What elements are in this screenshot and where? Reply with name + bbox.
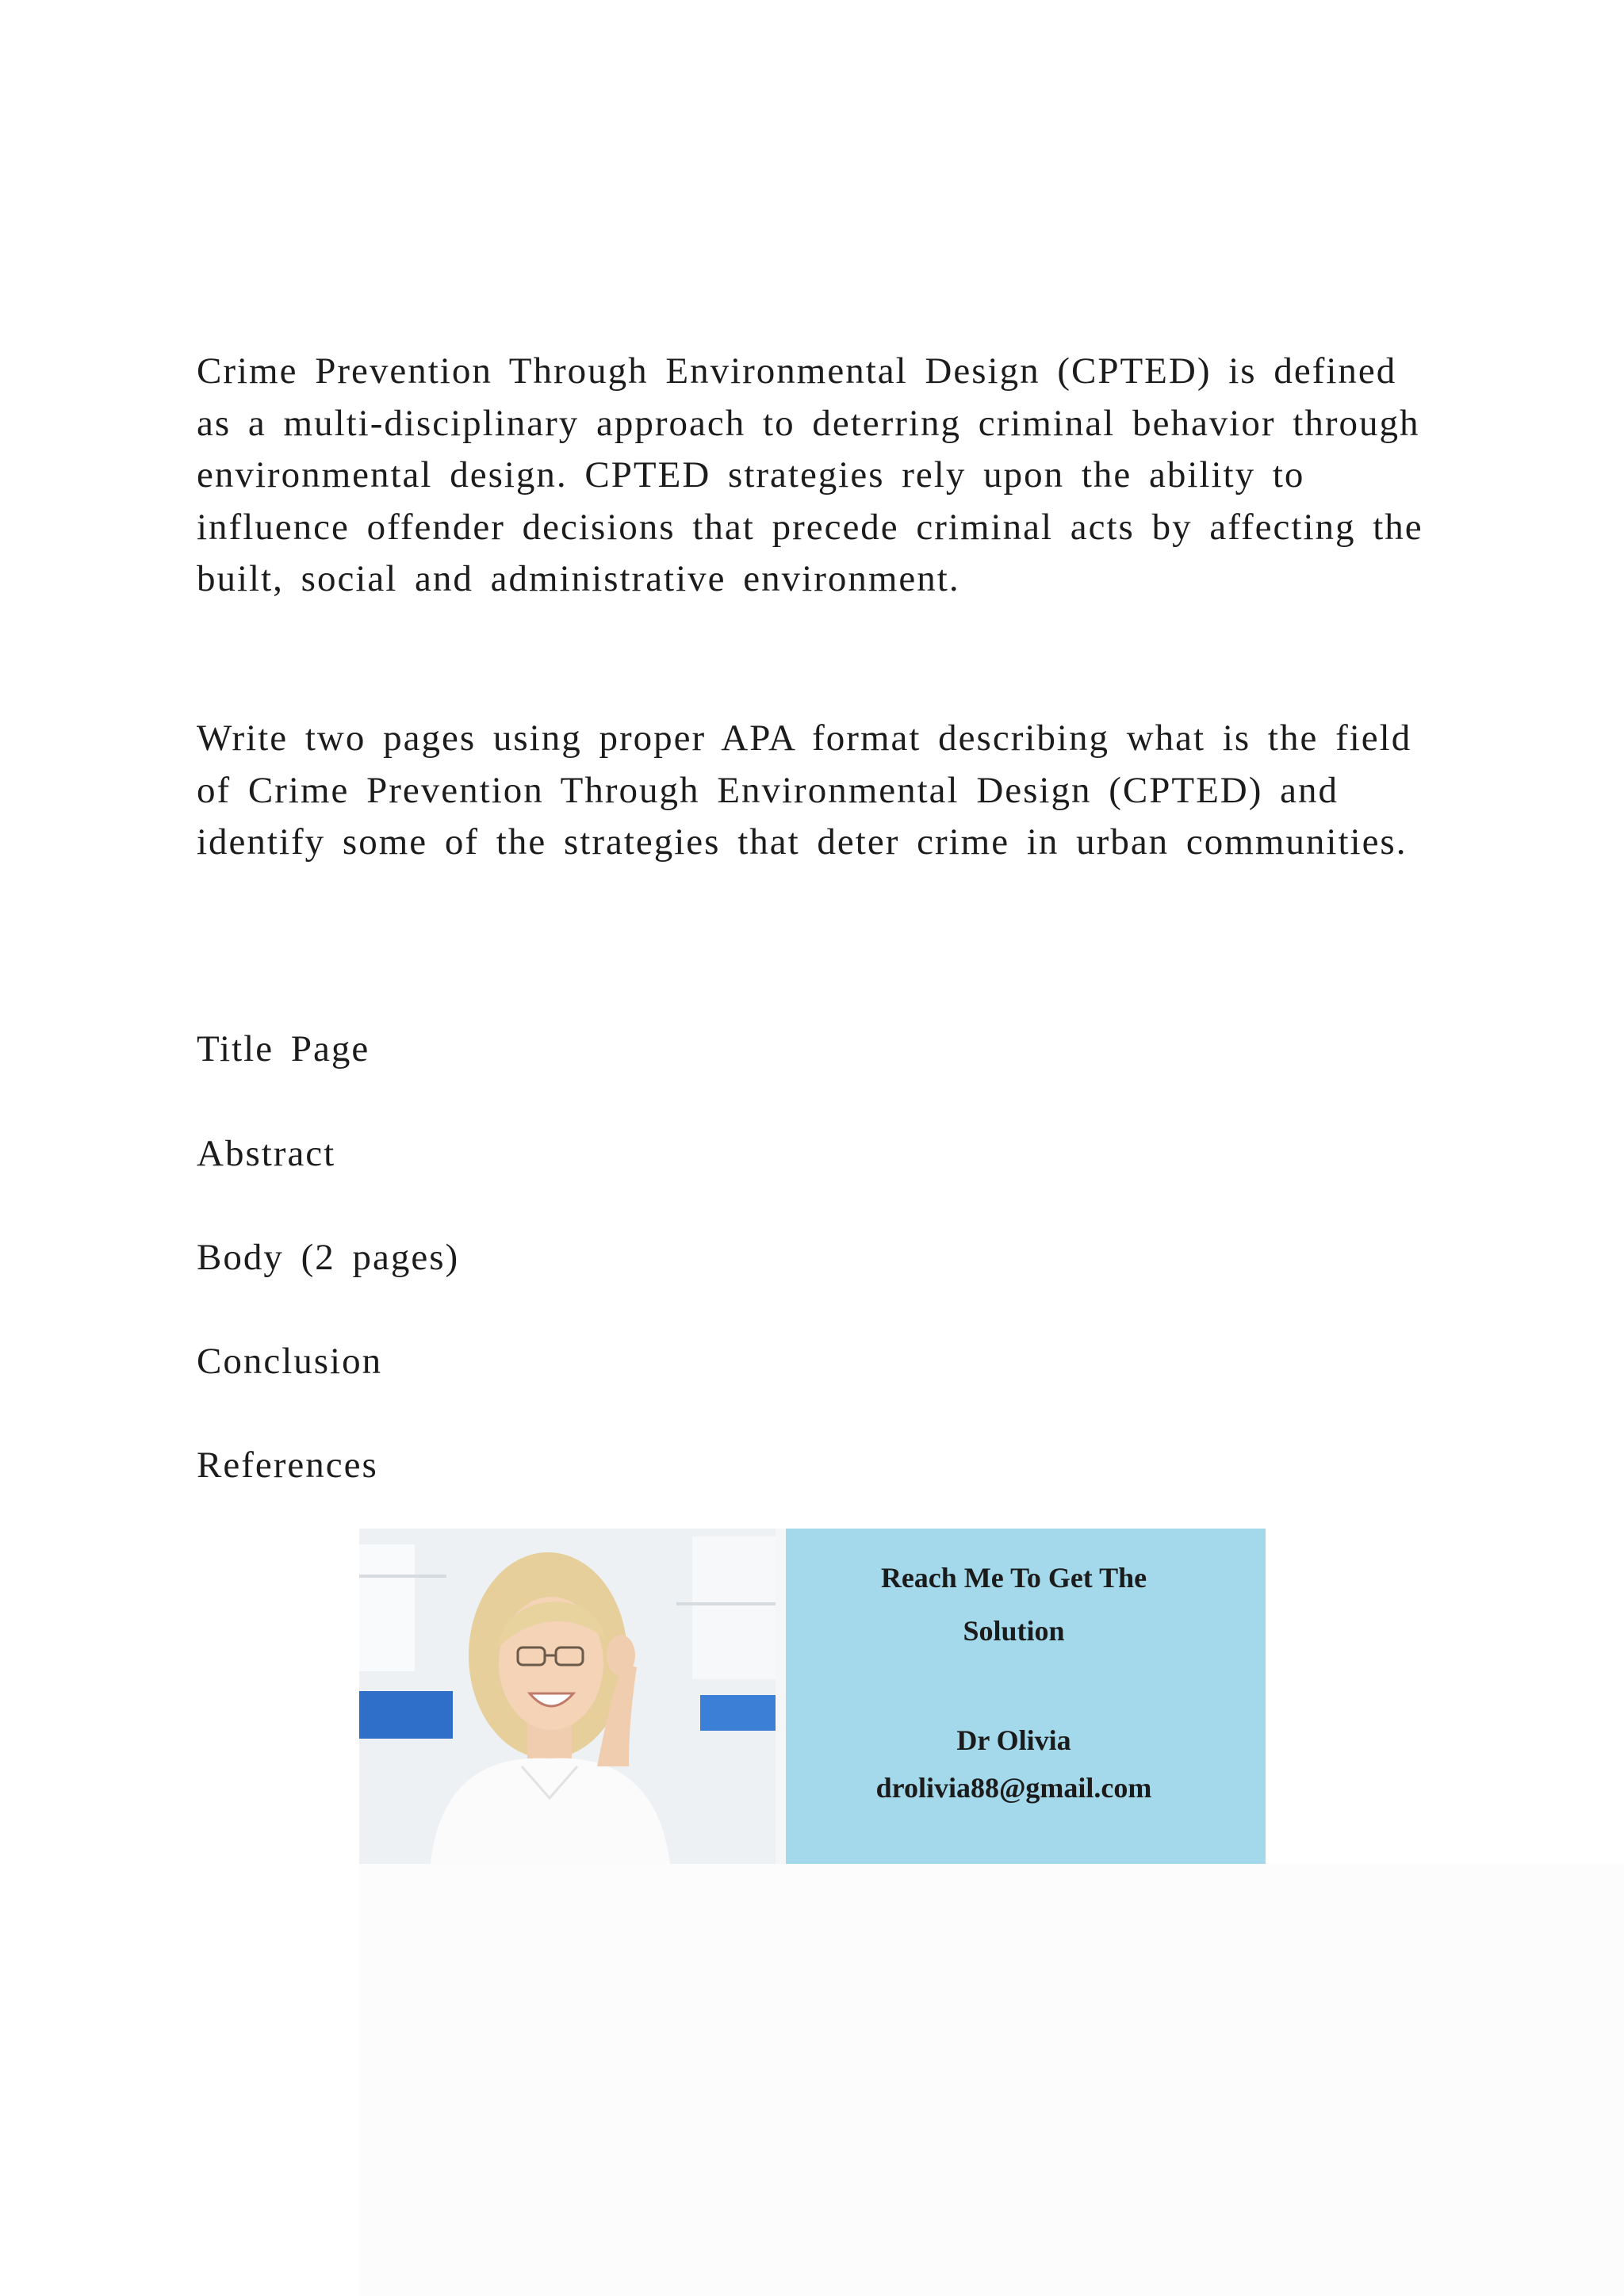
smiling-woman-photo <box>359 1529 786 1864</box>
contact-name: Dr Olivia <box>956 1724 1071 1756</box>
outline-item-abstract: Abstract <box>197 1133 336 1174</box>
contact-email[interactable]: drolivia88@gmail.com <box>875 1772 1152 1804</box>
woman-portrait-icon <box>359 1529 786 1864</box>
outline-item-title-page: Title Page <box>197 1028 370 1070</box>
faint-background-block <box>359 1864 1624 2296</box>
paragraph-assignment-instructions: Write two pages using proper APA format describing what is the field of Crime Prevention Through Environmental Design (CPTED) and identify some of the strategies that deter crime in urban communities. <box>197 718 1412 863</box>
outline-item-body: Body (2 pages) <box>197 1237 460 1278</box>
contact-banner <box>359 1529 1266 1864</box>
banner-headline-solution: Solution <box>963 1615 1065 1647</box>
outline-item-references: References <box>197 1445 378 1486</box>
outline-item-conclusion: Conclusion <box>197 1341 383 1382</box>
contact-info-panel <box>786 1529 1266 1864</box>
banner-headline: Reach Me To Get The <box>880 1562 1147 1594</box>
paragraph-cpted-definition: Crime Prevention Through Environmental Design (CPTED) is defined as a multi-disciplinary approach to deterring criminal behavior through environmental design. CPTED strategies rely upon the ability to influence offender decisions that precede criminal acts by affecting the built, social and administrative environment. <box>197 350 1423 599</box>
